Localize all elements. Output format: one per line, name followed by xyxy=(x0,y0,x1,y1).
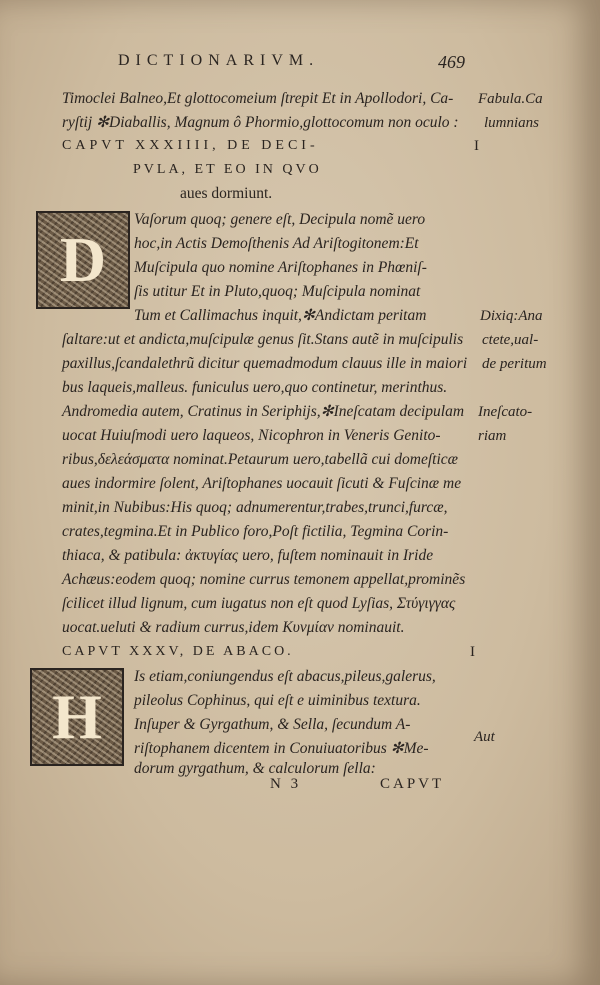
text-line: hoc,in Actis Demoſthenis Ad Ariſtogitonem:Et xyxy=(134,235,419,252)
running-header: DICTIONARIVM. xyxy=(118,52,320,69)
text-line: Achæus:eodem quoq; nomine currus temonem appellat,prominẽs xyxy=(62,571,466,588)
margin-note: Dixiq:Ana xyxy=(480,308,543,324)
margin-note: ctete,ual- xyxy=(482,332,539,348)
chapter-heading: PVLA, ET EO IN QVO xyxy=(133,162,322,177)
text-line: minit,in Nubibus:His quoq; adnumerentur,trabes,trunci,furcæ, xyxy=(62,499,448,516)
page-number: 469 xyxy=(438,52,465,72)
decorated-initial: H xyxy=(30,668,124,766)
margin-note: riam xyxy=(478,428,507,444)
margin-note: I xyxy=(474,138,479,154)
chapter-heading: aues dormiunt. xyxy=(180,185,273,202)
text-line: Tum et Callimachus inquit,✻Andictam peritam xyxy=(134,307,427,324)
text-line: thiaca, & patibula: ἀκτυγίας uero, fuſtem nominauit in Iride xyxy=(62,547,434,564)
text-line: dorum gyrgathum, & calculorum ſella: xyxy=(134,760,376,777)
text-line: ribus,δελεάσματα nominat.Petaurum uero,tabellã cui domeſticæ xyxy=(62,451,458,468)
text-line: Is etiam,coniungendus eſt abacus,pileus,galerus, xyxy=(134,668,436,685)
margin-note: Fabula.Ca xyxy=(478,91,543,107)
text-line: bus laqueis,malleus. funiculus uero,quo continetur, merinthus. xyxy=(62,379,448,396)
margin-note: I xyxy=(470,644,475,660)
margin-note: lumnians xyxy=(484,115,540,131)
text-line: ryſtij ✻Diaballis, Magnum ô Phormio,glottocomum non oculo : xyxy=(62,114,459,131)
text-line: riſtophanem dicentem in Conuiuatoribus ✻Me- xyxy=(134,740,429,757)
chapter-heading: CAPVT XXXV, DE ABACO. xyxy=(62,644,294,659)
text-line: ſis utitur Et in Pluto,quoq; Muſcipula nominat xyxy=(134,283,421,300)
text-line: paxillus,ſcandalethrũ dicitur quemadmodum clauus ille in maiori xyxy=(62,355,468,372)
margin-note: de peritum xyxy=(482,356,547,372)
text-line: ſcilicet illud lignum, cum iugatus non eſt quod Lyſias, Στύγιγγας xyxy=(62,595,456,612)
chapter-heading: CAPVT XXXIIII, DE DECI- xyxy=(62,138,319,153)
text-line: uocat Huiuſmodi uero laqueos, Nicophron in Veneris Genito- xyxy=(62,427,441,444)
text-line: pileolus Cophinus, qui eſt e uiminibus textura. xyxy=(134,692,421,709)
margin-note: Aut xyxy=(474,729,495,745)
text-line: aues indormire ſolent, Ariſtophanes uocauit ſicuti & Fuſcinæ me xyxy=(62,475,462,492)
text-line: uocat.ueluti & radium currus,idem Κυνμίαν nominauit. xyxy=(62,619,405,636)
decorated-initial: D xyxy=(36,211,130,309)
text-line: Timoclei Balneo,Et glottocomeium ſtrepit Et in Apollodori, Ca- xyxy=(62,90,454,107)
text-line: Muſcipula quo nomine Ariſtophanes in Phœniſ- xyxy=(134,259,427,276)
catchword: CAPVT xyxy=(380,776,445,792)
text-line: ſaltare:ut et andicta,muſcipulæ genus ſit.Stans autẽ in muſcipulis xyxy=(62,331,464,348)
text-line: Inſuper & Gyrgathum, & Sella, ſecundum A- xyxy=(134,716,411,733)
text-line: crates,tegmina.Et in Publico foro,Poſt fictilia, Tegmina Corin- xyxy=(62,523,449,540)
text-line: Andromedia autem, Cratinus in Seriphijs,✻Ineſcatam decipulam xyxy=(62,403,465,420)
signature-mark: N 3 xyxy=(270,776,302,792)
margin-note: Ineſcato- xyxy=(478,404,533,420)
text-line: Vaſorum quoq; genere eſt, Decipula nomẽ uero xyxy=(134,211,426,228)
